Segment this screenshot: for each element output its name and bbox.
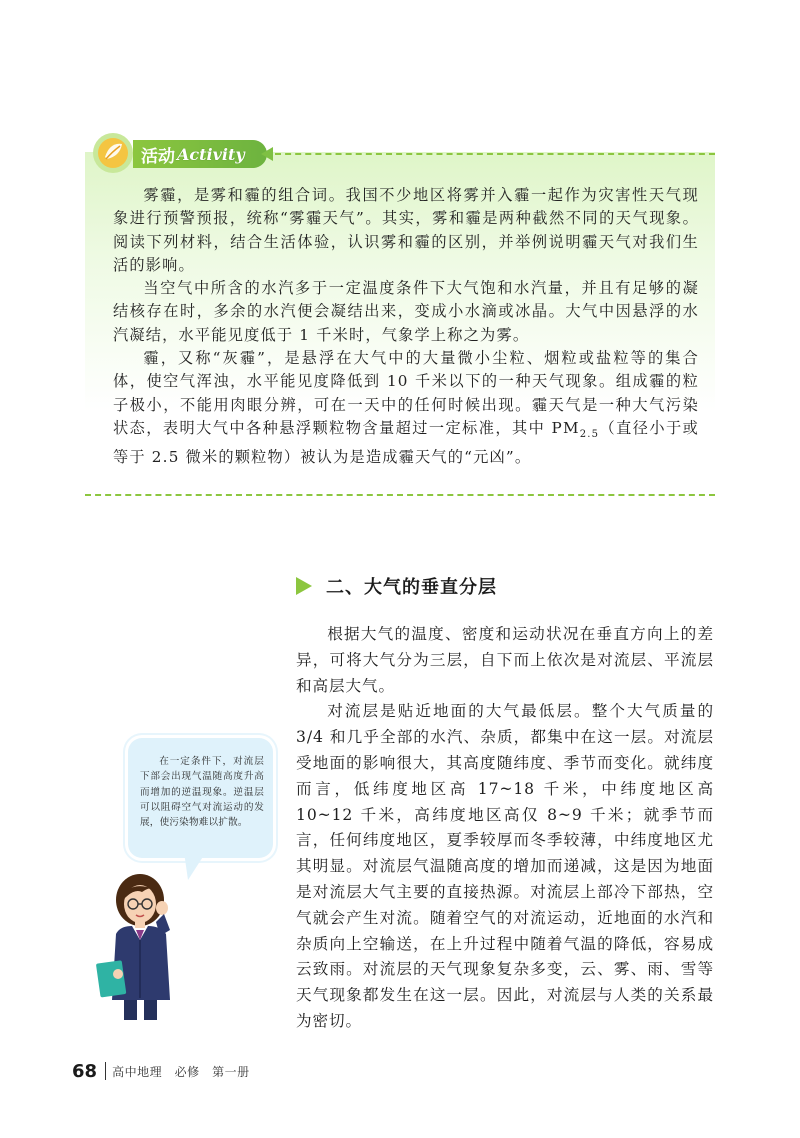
activity-label-cn: 活动 (141, 146, 175, 167)
section-heading (296, 574, 497, 598)
teacher-illustration-icon (90, 870, 195, 1020)
leaf-badge-icon (90, 130, 136, 176)
activity-paragraph-2: 当空气中所含的水汽多于一定温度条件下大气饱和水汽量，并且有足够的凝结核存在时，多余的水汽便会凝结出来，变成小水滴或冰晶。大气中因悬浮的水汽凝结，水平能见度低于 1 千米时，气象学上称之为雾。 (113, 279, 699, 344)
activity-label-en: Activity (177, 144, 245, 164)
footer-separator (105, 1062, 106, 1080)
body-paragraph-2: 对流层是贴近地面的大气最低层。整个大气质量的 3/4 和几乎全部的水汽、杂质，都集中在这一层。对流层受地面的影响很大，其高度随纬度、季节而变化。就纬度而言，低纬度地区高 17~18 千米，中纬度地区高 10~12 千米，高纬度地区高仅 8~9 千米；就季节而言，任何纬度地区，夏季较厚而冬季较薄，中纬度地区尤其明显。对流层气温随高度的增加而递减，这是因为地面是对流层大气主要的直接热源。对流层上部冷下部热，空气就会产生对流。随着空气的对流运动，近地面的水汽和杂质向上空输送，在上升过程中随着气温的降低，容易成云致雨。对流层的天气现象复杂多变，云、雾、雨、雪等天气现象都发生在这一层。因此，对流层与人类的关系最为密切。 (296, 702, 714, 1030)
activity-paragraph-3-part-2: （直径小于或等于 2.5 微米的颗粒物）被认为是造成霾天气的“元凶”。 (113, 418, 699, 467)
section-arrow-icon (296, 577, 312, 595)
activity-divider-bottom (85, 494, 715, 496)
activity-paragraph-3-part-1: 霾，又称“灰霾”，是悬浮在大气中的大量微小尘粒、烟粒或盐粒等的集合体，使空气浑浊，水平能见度降低到 10 千米以下的一种天气现象。组成霾的粒子极小，不能用肉眼分辨，可在一天中的任何时候出现。霾天气是一种大气污染状态，表明大气中各种悬浮颗粒物含量超过一定标准，其中 PM (113, 349, 699, 437)
activity-box (85, 130, 715, 498)
activity-divider-top (275, 153, 715, 155)
section-title: 二、大气的垂直分层 (326, 577, 497, 598)
pm-subscript: 2.5 (579, 429, 600, 440)
activity-arrow-icon (261, 147, 273, 161)
body-paragraph-1: 根据大气的温度、密度和运动状况在垂直方向上的差异，可将大气分为三层，自下而上依次是对流层、平流层和高层大气。 (296, 625, 714, 695)
activity-tag (133, 140, 267, 168)
page-footer (72, 1060, 250, 1082)
activity-text (113, 184, 699, 470)
page-number: 68 (72, 1060, 98, 1082)
activity-header (85, 130, 715, 176)
book-title: 高中地理 必修 第一册 (112, 1064, 250, 1079)
callout-text: 在一定条件下，对流层下部会出现气温随高度升高而增加的逆温现象。逆温层可以阻碍空气对流运动的发展，使污染物难以扩散。 (140, 756, 264, 829)
body-text (296, 622, 714, 1035)
activity-paragraph-1: 雾霾，是雾和霾的组合词。我国不少地区将雾并入霾一起作为灾害性天气现象进行预警预报，统称“雾霾天气”。其实，雾和霾是两种截然不同的天气现象。阅读下列材料，结合生活体验，认识雾和霾的区别，并举例说明霾天气对我们生活的影响。 (113, 186, 699, 274)
callout-bubble (128, 738, 273, 858)
activity-paragraph-3 (113, 347, 699, 470)
